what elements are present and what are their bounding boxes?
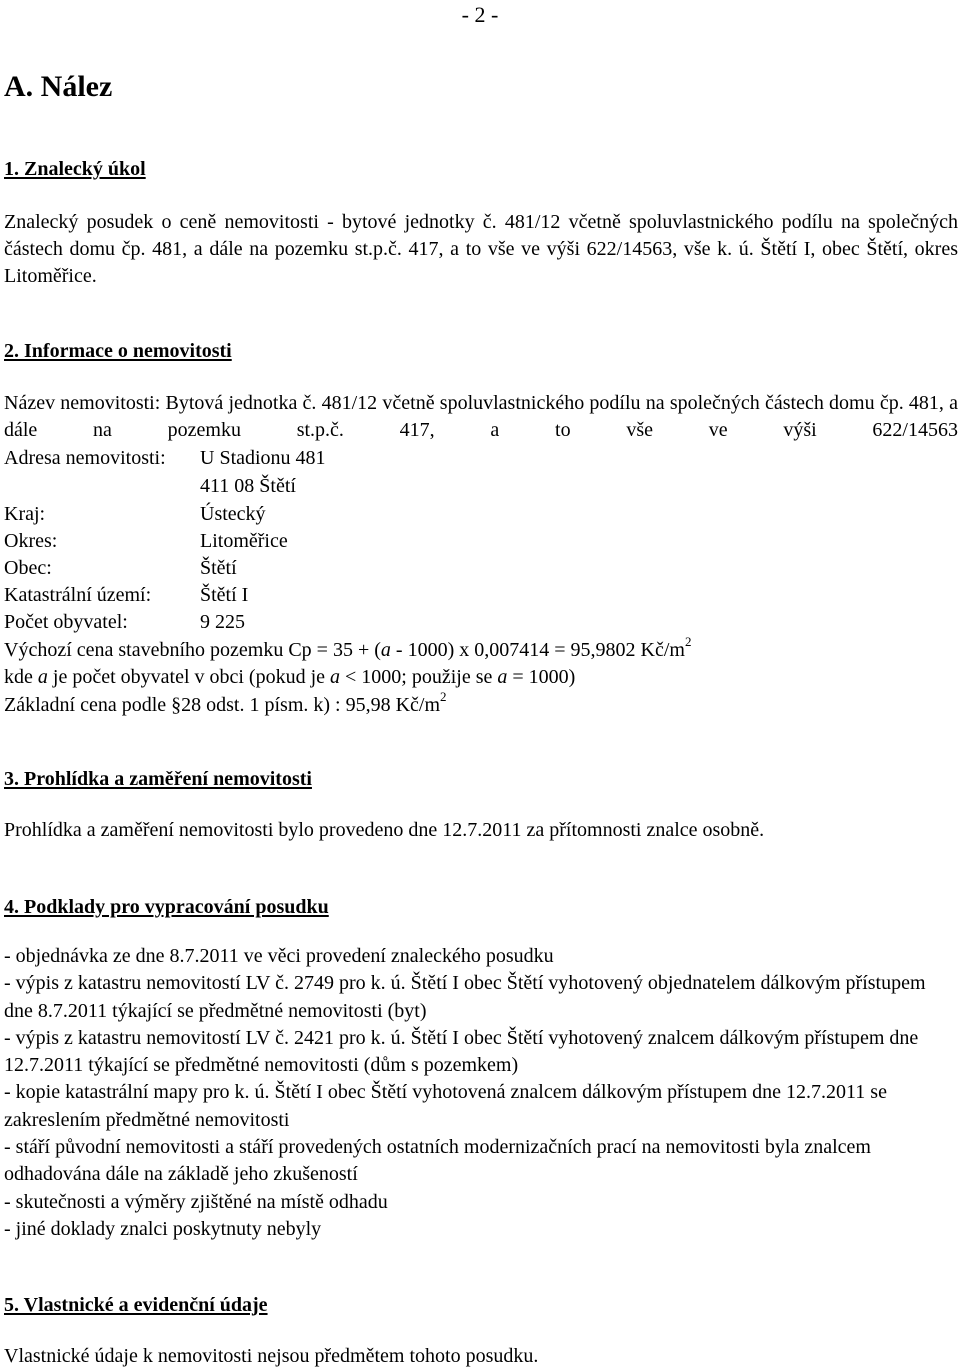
population-label: Počet obyvatel: [4,611,128,633]
section-1-heading: 1. Znalecký úkol [4,158,146,180]
address-city: 411 08 Štětí [200,475,296,497]
inspection-text: Prohlídka a zaměření nemovitosti bylo provedeno dne 12.7.2011 za přítomnosti znalce osobně. [4,819,765,841]
documents-list [4,943,958,1243]
okres-value: Litoměřice [200,530,288,552]
population-value: 9 225 [200,611,245,633]
address-street: U Stadionu 481 [200,447,326,469]
list-item: - výpis z katastru nemovitostí LV č. 2421 pro k. ú. Štětí I obec Štětí vyhotovený znalcem dálkovým přístupem dne 12.7.2011 týkající se předmětné nemovitosti (dům s pozemkem) [4,1026,919,1077]
list-item: - skutečnosti a výměry zjištěné na místě odhadu [4,1190,388,1213]
list-item: - výpis z katastru nemovitostí LV č. 2749 pro k. ú. Štětí I obec Štětí vyhotovený objednatelem dálkovým přístupem dne 8.7.2011 týkající se předmětné nemovitosti (byt) [4,972,926,1022]
section-2-heading: 2. Informace o nemovitosti [4,340,232,362]
section-3-heading: 3. Prohlídka a zaměření nemovitosti [4,768,312,790]
list-item: - objednávka ze dne 8.7.2011 ve věci provedení znaleckého posudku [4,945,554,967]
formula-explanation: kde a je počet obyvatel v obci (pokud je a < 1000; použije se a = 1000) [4,666,576,688]
property-name-text: Název nemovitosti: Bytová jednotka č. 481/12 včetně spoluvlastnického podílu na společných částech domu čp. 481, a dále na pozemku st.p.č. 417, a to vše ve výši 622/14563 [4,392,958,441]
katastr-value: Štětí I [200,584,249,606]
list-item: - kopie katastrální mapy pro k. ú. Štětí I obec Štětí vyhotovená znalcem dálkovým přístupem dne 12.7.2011 se zakreslením předmětné nemovitosti [4,1081,887,1131]
section-4-heading: 4. Podklady pro vypracování posudku [4,896,329,918]
list-item: - jiné doklady znalci poskytnuty nebyly [4,1217,322,1240]
page-number: - 2 - [461,2,499,27]
katastr-label: Katastrální území: [4,584,152,606]
kraj-value: Ústecký [200,503,266,525]
obec-label: Obec: [4,557,52,579]
list-item: - stáří původní nemovitosti a stáří provedených ostatních modernizačních prací na nemovitosti byla znalcem odhadována dále na základě jeho zkušeností [4,1136,871,1186]
ownership-text: Vlastnické údaje k nemovitosti nejsou předmětem tohoto posudku. [4,1345,539,1367]
section-5-heading: 5. Vlastnické a evidenční údaje [4,1294,268,1316]
okres-label: Okres: [4,530,58,552]
kraj-label: Kraj: [4,503,46,525]
obec-value: Štětí [200,557,237,579]
base-price-formula: Výchozí cena stavebního pozemku Cp = 35 + (a - 1000) x 0,007414 = 95,9802 $Kč/m^2$ [4,634,692,661]
document-title: A. Nález [4,70,113,103]
address-label: Adresa nemovitosti: [4,447,166,469]
section-1-text: Znalecký posudek o ceně nemovitosti - bytové jednotky č. 481/12 včetně spoluvlastnického podílu na společných částech domu čp. 481, a dále na pozemku st.p.č. 417, a to vše ve výši 622/14563, vše k. ú. Štětí I, obec Štětí, okres Litoměřice. [4,211,958,287]
basic-price: Základní cena podle §28 odst. 1 písm. k) : 95,98 $Kč/m^2$ [4,689,447,716]
